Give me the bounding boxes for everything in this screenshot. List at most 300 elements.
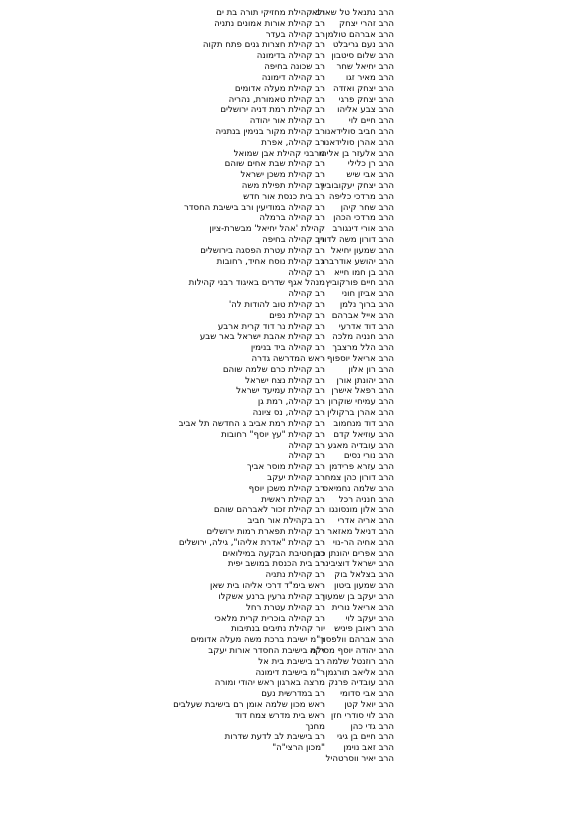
signatory-title: הרב (378, 678, 394, 689)
signatory-name (332, 332, 394, 343)
signatory-role: רב קהילה בדימונה (256, 51, 325, 62)
signatory-title: הרב (378, 29, 394, 40)
signatory-row (0, 646, 583, 657)
signatory-full-name: אריאל יוספוף (326, 354, 376, 364)
signatory-row (0, 203, 583, 214)
signatory-name (337, 376, 395, 387)
signatory-row (0, 581, 583, 592)
signatory-name (321, 635, 394, 646)
signatory-full-name: אלעזר בן אליהו (318, 148, 376, 159)
signatory-name (333, 213, 394, 224)
signatory-row (0, 311, 583, 322)
signatory-name (331, 51, 394, 62)
signatory-row (0, 170, 583, 181)
signatory-role: רב קהילת אור יהודה (249, 116, 325, 127)
signatory-role: רב קהילת ראשית (261, 494, 325, 505)
signatory-role: רב קהילת טוב להודות לה' (228, 299, 325, 310)
signatory-name (325, 668, 394, 679)
signatory-row (0, 73, 583, 84)
signatory-role: רב קהילת תפילת משה (241, 181, 325, 191)
signatory-row (0, 527, 583, 538)
signatory-row (0, 462, 583, 473)
signatory-full-name: אהרן ברקולין (327, 408, 376, 419)
signatory-full-name: יהושע אודרברג (320, 256, 376, 267)
signatory-role: מרבני קהילת אבן שמואל (233, 148, 325, 159)
signatory-role: "מכון הרצי"ה" (272, 743, 325, 754)
signatory-title: הרב (378, 278, 394, 289)
signatory-role: רב קהילת נר דוד קרית ארבע (217, 321, 325, 332)
signatory-name (318, 235, 394, 246)
signatory-full-name: רון אלון (348, 364, 376, 375)
signatory-title: הרב (378, 570, 394, 581)
signatory-full-name: חנניה רכל (338, 494, 376, 505)
signatory-title: הרב (378, 451, 394, 462)
signatory-role: רב בקהילת אור חביב (247, 516, 325, 527)
signatory-row (0, 430, 583, 441)
signatory-title: הרב (378, 137, 394, 148)
signatory-title: הרב (378, 743, 394, 754)
signatory-role: רב קהילת משכן יוסף (248, 483, 325, 494)
signatory-full-name: יצחק ואזדה (332, 83, 376, 94)
signatory-row (0, 116, 583, 127)
signatory-row (0, 473, 583, 484)
signatory-role: רב קהילת זכור לאברהם שוהם (213, 505, 325, 516)
signatory-role: רב קהילת עטרת רחל (246, 602, 325, 613)
signatory-full-name: עובדיה פרנק (328, 678, 376, 689)
signatory-role: רב קהילה במודיעין ורב בישיבת החסדר (183, 202, 325, 213)
signatory-full-name: שחר קיהן (340, 202, 376, 213)
signatory-title: הרב (378, 51, 394, 62)
signatory-title: הרב (378, 559, 394, 570)
signatory-full-name: מרדכי כליפה (328, 191, 376, 202)
signatory-full-name: אחיה הר-נוי (332, 537, 376, 548)
signatory-full-name: לוי סודרי חזן (330, 710, 376, 721)
signatory-row (0, 332, 583, 343)
signatory-full-name: רפאל אישרן (331, 386, 376, 397)
signatory-row (0, 138, 583, 149)
signatory-row (0, 322, 583, 333)
signatory-row (0, 538, 583, 549)
signatory-role: רב קהילת "עץ יוסף" רחובות (221, 429, 325, 440)
signatory-title: הרב (378, 624, 394, 635)
signatory-name (332, 343, 394, 354)
signatory-title: הרב (378, 354, 394, 364)
signatory-role: רב קהילה (288, 289, 325, 300)
signatory-name (333, 419, 394, 430)
signatory-name (326, 754, 394, 765)
signatory-full-name: זהרי יצחק (339, 18, 376, 29)
signatory-full-name: יעקב בן שמעון (322, 591, 376, 602)
signatory-role: רב קהילת נתניה (265, 570, 325, 581)
signatory-row (0, 40, 583, 51)
signatory-row (0, 105, 583, 116)
signatory-title: הרב (378, 83, 394, 94)
signatory-row (0, 192, 583, 203)
signatory-full-name: שלמה נחמיאס (322, 483, 376, 494)
signatory-full-name: בצלאל בוק (334, 570, 376, 581)
signatory-row (0, 484, 583, 495)
signatory-title: הרב (378, 159, 394, 170)
signatory-role: רב קהילת מעלה אדומים (234, 83, 325, 94)
signatory-full-name: חביב סולידאנו (324, 126, 376, 137)
signatory-row (0, 181, 583, 192)
signatory-row (0, 62, 583, 73)
signatory-row (0, 84, 583, 95)
signatory-full-name: חיים לוי (348, 116, 376, 127)
signatory-name (329, 462, 394, 473)
signatory-name (339, 322, 394, 333)
signatory-row (0, 159, 583, 170)
signatory-title: הרב (378, 170, 394, 181)
signatory-role: קהילת 'אהל יחיאל' מבשרת-ציון (209, 224, 325, 235)
signatory-name (331, 246, 394, 257)
signatory-name (348, 159, 394, 170)
signatory-full-name: הלל מרצבך (332, 343, 376, 354)
signatory-full-name: אביזן חוני (341, 289, 376, 300)
signatory-role: רב קהילה בעדר (265, 29, 325, 40)
signatory-title: הרב (378, 94, 394, 105)
signatory-role: רב בישיבת לב לדעת שדרות (224, 732, 325, 743)
signatory-name (339, 95, 394, 106)
signatory-role: רב קהילת אורות אמונים נתניה (214, 18, 325, 29)
signatory-full-name: אברהם וולפסון (321, 635, 376, 646)
signatory-role: רב קהילה (288, 267, 325, 278)
signatory-row (0, 235, 583, 246)
signatory-row (0, 343, 583, 354)
signatory-title: הרב (378, 397, 394, 408)
signatory-role: ר"מ ישיבת ברכת משה מעלה אדומים (190, 635, 325, 646)
signatory-title: הרב (378, 18, 394, 29)
signatory-full-name: דורון כהן צמח (324, 472, 376, 483)
signatory-row (0, 570, 583, 581)
signatory-row (0, 289, 583, 300)
signatory-role: רב חטיבת הבקעה במילואים (222, 548, 325, 559)
signatory-full-name: דוד מנחמוב (333, 418, 376, 429)
signatory-name (350, 722, 394, 733)
signatory-role: רב קהילת טאמורת, נהריה (228, 94, 325, 105)
signatory-name (331, 386, 394, 397)
signatory-full-name: ראובן פיניש (334, 624, 376, 635)
signatory-row (0, 30, 583, 41)
signatory-row (0, 549, 583, 560)
signatory-full-name: נעם גריבלט (332, 40, 376, 51)
signatory-name (333, 40, 394, 51)
signatory-row (0, 732, 583, 743)
signatory-role: ראש מכון שלמה אומן רם בישיבת שעלבים (173, 700, 325, 710)
signatory-title: הרב (378, 235, 394, 246)
signatory-name (324, 138, 394, 149)
signatory-role: רב קהילת עטרת הפסגה בירושלים (200, 245, 325, 256)
signatory-title: הרב (378, 375, 394, 386)
signatory-name (339, 495, 394, 506)
signatory-name (321, 257, 394, 268)
signatory-row (0, 354, 583, 365)
signatory-row (0, 127, 583, 138)
signatory-name (334, 570, 394, 581)
signatory-title: הרב (378, 710, 394, 721)
signatory-title: הרב (378, 494, 394, 505)
signatory-title: הרב (378, 462, 394, 473)
signatory-row (0, 19, 583, 30)
signatory-row (0, 51, 583, 62)
signatory-role: רב קהילת נצח ישראל (245, 375, 325, 386)
signatory-row (0, 495, 583, 506)
signatory-role: רב בישיבת בית אל (258, 656, 325, 667)
signatory-row (0, 754, 583, 765)
signatory-title: הרב (378, 116, 394, 127)
signatory-title: הרב (378, 213, 394, 224)
signatory-title: הרב (378, 289, 394, 300)
signatory-name (320, 181, 394, 192)
signatory-name (332, 603, 394, 614)
signatory-title: הרב (378, 581, 394, 592)
signatory-row (0, 668, 583, 679)
signatory-full-name: מאיר זגו (345, 72, 376, 83)
signatory-full-name: חנניה מלכה (332, 332, 376, 343)
signatory-role: רב קהילה בוכרית קרית מלאכי (214, 613, 325, 624)
signatory-row (0, 516, 583, 527)
signatory-title: הרב (378, 721, 394, 732)
signatory-row (0, 268, 583, 279)
signatory-title: הרב (378, 613, 394, 624)
signatory-full-name: שמעון ביטון (333, 581, 376, 592)
signatory-title: הרב (378, 72, 394, 83)
signatory-full-name: חיים בן גיגי (336, 732, 376, 743)
signatory-full-name: רוזנטל שלמה (326, 656, 376, 667)
signatory-name (349, 116, 394, 127)
signatory-full-name: ברוך נלמן (339, 299, 376, 310)
signatory-name (328, 397, 394, 408)
signatory-row (0, 213, 583, 224)
signatory-title: הרב (378, 386, 394, 397)
signatory-name (336, 62, 394, 73)
signatory-name (323, 484, 394, 495)
signatory-role: מרצה בארגון ראש יהודי ומורה (214, 678, 325, 689)
signatory-title: הרב (378, 591, 394, 602)
signatory-row (0, 224, 583, 235)
signatory-title: הרב (378, 62, 394, 73)
signatory-row (0, 635, 583, 646)
signatory-title: הרב (378, 181, 394, 191)
signatory-full-name: יהודה יוסף מסיקה (309, 645, 376, 656)
signatory-name (313, 549, 394, 560)
signatory-row (0, 624, 583, 635)
signatory-name (331, 711, 394, 722)
signatory-role: רב קהילה (288, 451, 325, 462)
signatory-title: הרב (378, 245, 394, 256)
signatory-title: הרב (378, 472, 394, 483)
signatory-role: רב קהילת משכן ישראל (240, 170, 325, 181)
signatory-role: רב קהילה דימונה (261, 72, 325, 83)
signatory-role: ראש בית מדרש צמח דוד (235, 710, 325, 721)
signatory-title: הרב (378, 105, 394, 116)
signatory-full-name: נורי נסים (343, 451, 376, 462)
signatory-role: רב קהילה, אפרת (261, 137, 325, 148)
signatory-full-name: שלום סיטבון (331, 51, 376, 62)
signatory-row (0, 419, 583, 430)
signatory-title: הרב (378, 256, 394, 267)
signatory-name (333, 84, 394, 95)
signatory-full-name: אבי סדומי (340, 689, 376, 700)
signatory-title: הרב (378, 364, 394, 375)
signatory-full-name: דניאל מאזאר (327, 527, 376, 537)
signatory-full-name: אלון מונסונגו (328, 505, 376, 516)
signatory-title: הרב (378, 516, 394, 527)
signatory-title: הרב (378, 700, 394, 710)
signatory-role: רב קהילת חצרות גנים פתח תקוה (202, 40, 325, 51)
signatory-title: הרב (378, 202, 394, 213)
signatory-title: הרב (378, 126, 394, 137)
signatory-title: הרב (378, 645, 394, 656)
signatory-role: רב שכונה בחיפה (264, 62, 325, 73)
signatory-role: מנהל אגף שדרים באיגוד רבני קהילות (188, 278, 325, 289)
signatory-row (0, 397, 583, 408)
signatory-title: הרב (378, 8, 394, 18)
signatory-name (332, 311, 394, 322)
signatory-role: רב קהילת תפארת רמות ירושלים (206, 527, 325, 537)
signatory-title: הרב (378, 527, 394, 537)
signatory-row (0, 8, 583, 19)
signatory-full-name: אבי שיש (346, 170, 376, 181)
signatory-name (340, 689, 394, 700)
signatory-title: הרב (378, 429, 394, 440)
signatory-full-name: שמעון יחיאל (331, 245, 376, 256)
signatory-full-name: חיים פורקוביץ (325, 278, 376, 289)
signatory-name (319, 149, 394, 160)
signatory-name (334, 268, 394, 279)
signatory-title: הרב (378, 537, 394, 548)
signatory-name (338, 516, 394, 527)
signatory-name (325, 473, 394, 484)
signatory-name (329, 192, 394, 203)
signatory-role: רב קהילת רמת דניה ירושלים (220, 105, 325, 116)
signatory-row (0, 441, 583, 452)
signatory-full-name: זאב נוימן (343, 743, 376, 754)
signatory-title: הרב (378, 656, 394, 667)
signatory-name (346, 170, 394, 181)
signatory-role: רב קהילת מוסר אביך (246, 462, 325, 473)
signatory-full-name: יהונתן אורן (336, 375, 376, 386)
signatory-title: הרב (378, 418, 394, 429)
signatory-role: רב קהילה (288, 440, 325, 451)
signatory-row (0, 451, 583, 462)
signatory-row (0, 95, 583, 106)
signatory-role: רב בית הכנסת במושב יפית (227, 559, 325, 570)
signatory-name (341, 203, 394, 214)
signatory-title: הרב (378, 635, 394, 646)
signatory-role: רב קהילת נוסח אחיד, רחובות (216, 256, 325, 267)
signatory-name (344, 451, 394, 462)
signatory-role: ר"מ בישיבת דימונה (255, 667, 325, 678)
signatory-full-name: אריאל נורית (331, 602, 376, 613)
signatory-full-name: יעקב לוי (345, 613, 376, 624)
signatory-name (328, 441, 394, 452)
signatory-full-name: יצחק יעקובוביץ (319, 181, 376, 191)
signatory-name (327, 408, 394, 419)
signatory-role: רב קהילת מחזיקי תורה בת ים (216, 8, 325, 18)
signatory-name (344, 743, 394, 754)
signatory-role: ר"מ בישיבת החסדר אורות יעקב (208, 645, 325, 656)
signatory-name (344, 700, 394, 711)
signatory-name (325, 278, 394, 289)
signatory-title: הרב (378, 310, 394, 321)
signatory-name (348, 365, 394, 376)
signatory-full-name: נתנאל טל שאולאי (310, 8, 376, 18)
signatory-title: הרב (378, 483, 394, 494)
signatory-row (0, 257, 583, 268)
signatory-row (0, 592, 583, 603)
signatory-name (333, 538, 394, 549)
signatory-name (329, 505, 394, 516)
signatory-role: רב קהילת "אדרת אליהו", גילה, ירושלים (178, 537, 325, 548)
signatory-full-name: דורון משה לדווין (317, 235, 376, 246)
signatory-role: רב קהילת מקור בנימין בנתניה (215, 126, 325, 137)
signatory-row (0, 376, 583, 387)
signatory-row (0, 657, 583, 668)
signatory-full-name: אפרים יהונתן כהן (312, 548, 376, 559)
signatory-role: רב קהילה, רמת גן (257, 397, 325, 408)
signatory-role: יור קהילת נתיבים בנתיבות (230, 624, 325, 635)
signatory-name (327, 354, 394, 365)
signatory-title: הרב (378, 505, 394, 516)
signatory-title: הרב (378, 548, 394, 559)
signatory-role: רב קהילת יעקב (267, 472, 325, 483)
signatory-row (0, 246, 583, 257)
signatory-row (0, 149, 583, 160)
signatory-role: רב בית כנסת אור חדש (243, 191, 325, 202)
signatory-full-name: עובדיה מאגע (327, 440, 376, 451)
signatory-title: הרב (378, 408, 394, 419)
signatory-row (0, 722, 583, 733)
signatory-full-name: עוזיאל קדם (333, 429, 376, 440)
signatory-title: הרב (378, 689, 394, 700)
signatory-row (0, 711, 583, 722)
signatory-title: הרב (378, 732, 394, 743)
signatory-full-name: גדי כהן (350, 721, 376, 732)
signatory-full-name: רן כלילי (347, 159, 376, 170)
signatory-role: רב קהילה ביד בנימין (250, 343, 325, 354)
signatory-full-name: צבע אליהו (337, 105, 376, 116)
signatory-name (346, 614, 394, 625)
signatory-name (325, 127, 394, 138)
signatory-full-name: אייל אברהם (331, 310, 376, 321)
signatory-title: הרב (378, 191, 394, 202)
signatory-row (0, 365, 583, 376)
signatory-role: רב קהילת אהבת ישראל באר שבע (199, 332, 325, 343)
signatory-full-name: אליאב תורגמן (325, 667, 376, 678)
signatory-role: רב קהילת עמיעד ישראל (236, 386, 325, 397)
signatory-full-name: יואל קטן (344, 700, 376, 710)
signatory-title: הרב (378, 440, 394, 451)
signatory-row (0, 614, 583, 625)
signatory-full-name: אהרן סולידאנו (323, 137, 376, 148)
signatory-full-name: יאיר ווסרטהיל (325, 754, 376, 765)
signatory-name (337, 732, 394, 743)
signatory-full-name: יחיאל שחר (336, 62, 376, 73)
signatory-role: רב קהילה בחיפה (262, 235, 325, 246)
signatory-title: הרב (378, 754, 394, 765)
signatories-list (0, 8, 583, 765)
signatory-name (333, 430, 394, 441)
signatory-role: רב קהילת גרעין ברנע אשקלו (218, 591, 325, 602)
signatory-row (0, 743, 583, 754)
signatory-full-name: יצחק פרגי (338, 94, 376, 105)
signatory-title: הרב (378, 224, 394, 235)
signatory-title: הרב (378, 667, 394, 678)
signatory-title: הרב (378, 148, 394, 159)
signatory-role: רב קהילת שבת אחים שוהם (224, 159, 325, 170)
signatory-name (334, 624, 394, 635)
